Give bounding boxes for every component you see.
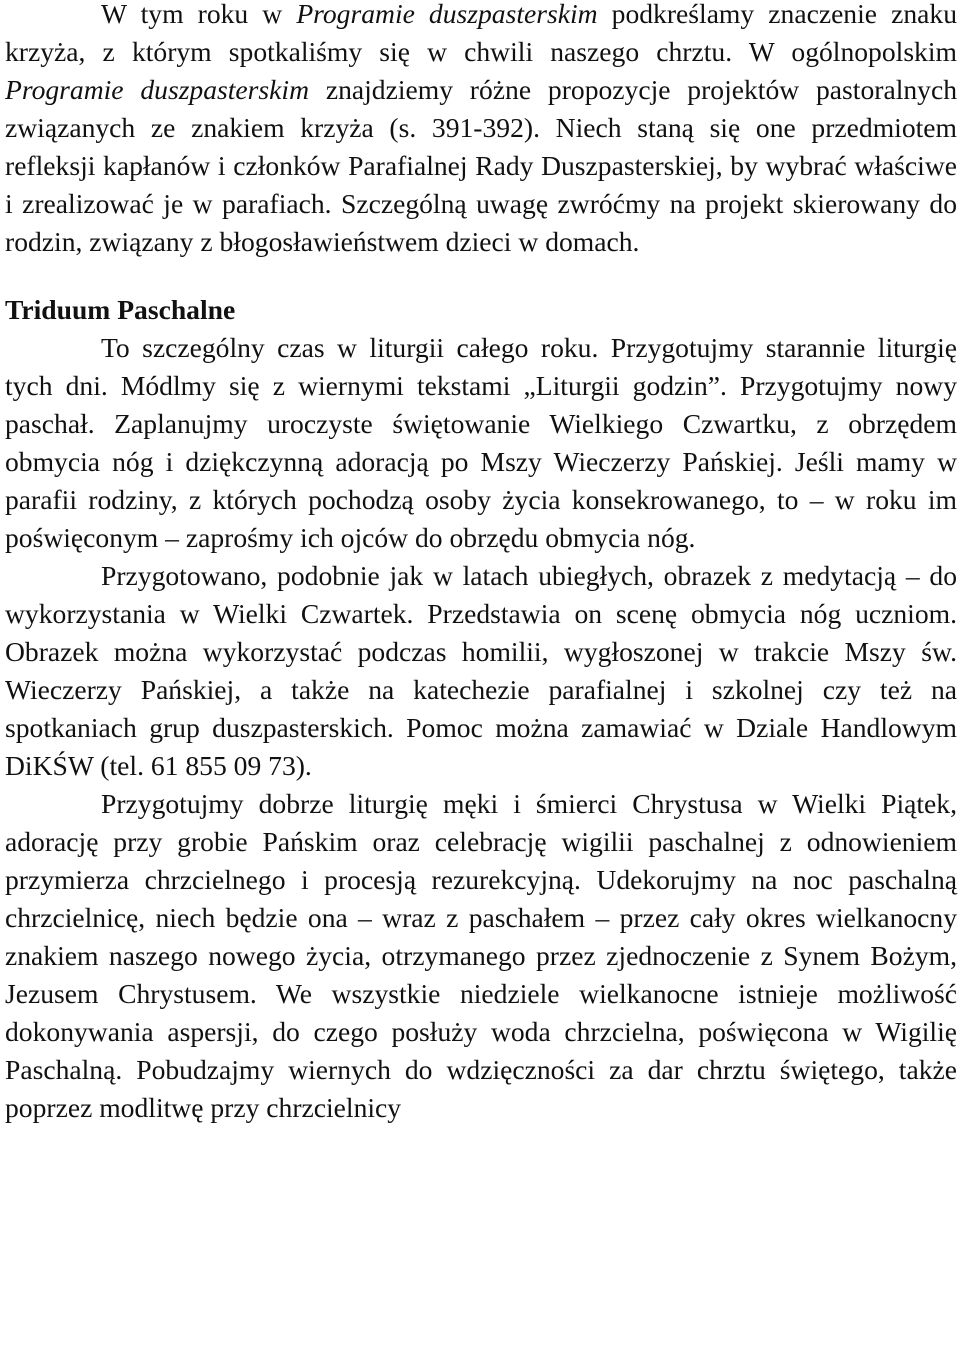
paragraph1-italic-b: Programie duszpasterskim (5, 74, 309, 105)
paragraph-obrazek: Przygotowano, podobnie jak w latach ubiegłych, obrazek z medytacją – do wykorzystania w Wielki Czwartek. Przedstawia on scenę obmycia nóg uczniom. Obrazek można wykorzystać podczas homilii, wygłoszonej w trakcie Mszy św. Wieczerzy Pańskiej, a także na katechezie parafialnej i szkolnej czy też na spotkaniach grup duszpasterskich. Pomoc można zamawiać w Dziale Handlowym DiKŚW (tel. 61 855 09 73). (5, 560, 957, 781)
section-heading-triduum: Triduum Paschalne (5, 294, 236, 325)
document-page (5, 0, 957, 1127)
paragraph1-text-a: W tym roku w (101, 0, 297, 29)
paragraph-triduum: To szczególny czas w liturgii całego roku. Przygotujmy starannie liturgię tych dni. Módlmy się z wiernymi tekstami „Liturgii godzin”. Przygotujmy nowy paschał. Zaplanujmy uroczyste świętowanie Wielkiego Czwartku, z obrzędem obmycia nóg i dziękczynną adoracją po Mszy Wieczerzy Pańskiej. Jeśli mamy w parafii rodziny, z których pochodzą osoby życia konsekrowanego, to – w roku im poświęconym – zaprośmy ich ojców do obrzędu obmycia nóg. (5, 332, 957, 553)
paragraph-program-duszpasterski (5, 0, 957, 261)
paragraph1-italic-a: Programie duszpasterskim (296, 0, 598, 29)
paragraph-wielki-piatek: Przygotujmy dobrze liturgię męki i śmierci Chrystusa w Wielki Piątek, adorację przy grobie Pańskim oraz celebrację wigilii paschalnej z odnowieniem przymierza chrzcielnego i procesją rezurekcyjną. Udekorujmy na noc paschalną chrzcielnicę, niech będzie ona – wraz z paschałem – przez cały okres wielkanocny znakiem naszego nowego życia, otrzymanego przez zjednoczenie z Synem Bożym, Jezusem Chrystusem. We wszystkie niedziele wielkanocne istnieje możliwość dokonywania aspersji, do czego posłuży woda chrzcielna, poświęcona w Wigilię Paschalną. Pobudzajmy wiernych do wdzięczności za dar chrztu świętego, także poprzez modlitwę przy chrzcielnicy (5, 788, 957, 1123)
paragraph1-text-b: podkreślamy znaczenie znaku krzyża, z którym spotkaliśmy się w chwili naszego chrztu. W ogólnopolskim (5, 0, 957, 67)
paragraph1-text-c: znajdziemy różne propozycje projektów pastoralnych związanych ze znakiem krzyża (s. 391-392). Niech staną się one przedmiotem refleksji kapłanów i członków Parafialnej Rady Duszpasterskiej, by wybrać właściwe i zrealizować je w parafiach. Szczególną uwagę zwróćmy na projekt skierowany do rodzin, związany z błogosławieństwem dzieci w domach. (5, 74, 957, 257)
